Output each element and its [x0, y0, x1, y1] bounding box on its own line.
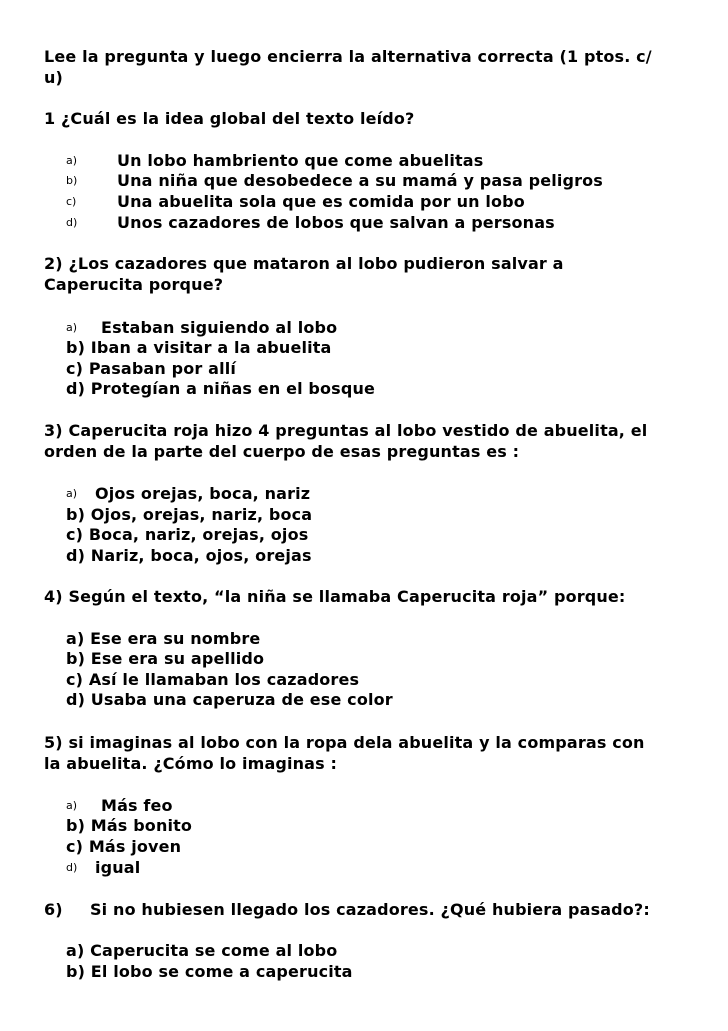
q1-option-c[interactable]: Una abuelita sola que es comida por un lobo [117, 192, 525, 211]
q1-option-a-letter: a) [66, 154, 78, 167]
question-3-line-2: orden de la parte del cuerpo de esas preguntas es : [44, 442, 520, 461]
q2-option-b[interactable]: b) Iban a visitar a la abuelita [66, 338, 332, 357]
q4-option-c[interactable]: c) Así le llamaban los cazadores [66, 670, 360, 689]
q1-option-c-letter: c) [66, 195, 77, 208]
q3-option-c[interactable]: c) Boca, nariz, orejas, ojos [66, 525, 309, 544]
q5-option-a-letter: a) [66, 799, 78, 812]
q5-option-a[interactable]: Más feo [101, 796, 173, 815]
question-1: 1 ¿Cuál es la idea global del texto leído? [44, 109, 415, 128]
q5-option-d-letter: d) [66, 861, 78, 874]
q1-option-a[interactable]: Un lobo hambriento que come abuelitas [117, 151, 484, 170]
q1-option-b-letter: b) [66, 174, 78, 187]
q3-option-a-letter: a) [66, 487, 78, 500]
q5-option-b[interactable]: b) Más bonito [66, 816, 193, 835]
q2-option-a[interactable]: Estaban siguiendo al lobo [101, 318, 338, 337]
instructions-line-2: u) [44, 68, 64, 87]
q4-option-d[interactable]: d) Usaba una caperuza de ese color [66, 690, 393, 709]
q4-option-b[interactable]: b) Ese era su apellido [66, 649, 265, 668]
q5-option-d[interactable]: igual [95, 858, 141, 877]
q6-option-a[interactable]: a) Caperucita se come al lobo [66, 941, 338, 960]
q5-option-c[interactable]: c) Más joven [66, 837, 182, 856]
question-5-line-2: la abuelita. ¿Cómo lo imaginas : [44, 754, 338, 773]
q3-option-b[interactable]: b) Ojos, orejas, nariz, boca [66, 505, 313, 524]
q4-option-a[interactable]: a) Ese era su nombre [66, 629, 261, 648]
q2-option-d[interactable]: d) Protegían a niñas en el bosque [66, 379, 375, 398]
q6-option-b[interactable]: b) El lobo se come a caperucita [66, 962, 353, 981]
question-4: 4) Según el texto, “la niña se llamaba Caperucita roja” porque: [44, 587, 626, 606]
instructions-line-1: Lee la pregunta y luego encierra la alternativa correcta (1 ptos. c/ [44, 47, 652, 66]
q1-option-d-letter: d) [66, 216, 78, 229]
question-6-number: 6) [44, 900, 63, 919]
q1-option-b[interactable]: Una niña que desobedece a su mamá y pasa peligros [117, 171, 603, 190]
q2-option-a-letter: a) [66, 321, 78, 334]
q3-option-d[interactable]: d) Nariz, boca, ojos, orejas [66, 546, 312, 565]
question-5-line-1: 5) si imaginas al lobo con la ropa dela abuelita y la comparas con [44, 733, 645, 752]
question-2-line-2: Caperucita porque? [44, 275, 224, 294]
question-6: Si no hubiesen llegado los cazadores. ¿Qué hubiera pasado?: [90, 900, 650, 919]
question-2-line-1: 2) ¿Los cazadores que mataron al lobo pudieron salvar a [44, 254, 564, 273]
question-3-line-1: 3) Caperucita roja hizo 4 preguntas al lobo vestido de abuelita, el [44, 421, 648, 440]
q1-option-d[interactable]: Unos cazadores de lobos que salvan a personas [117, 213, 555, 232]
q2-option-c[interactable]: c) Pasaban por allí [66, 359, 236, 378]
q3-option-a[interactable]: Ojos orejas, boca, nariz [95, 484, 311, 503]
